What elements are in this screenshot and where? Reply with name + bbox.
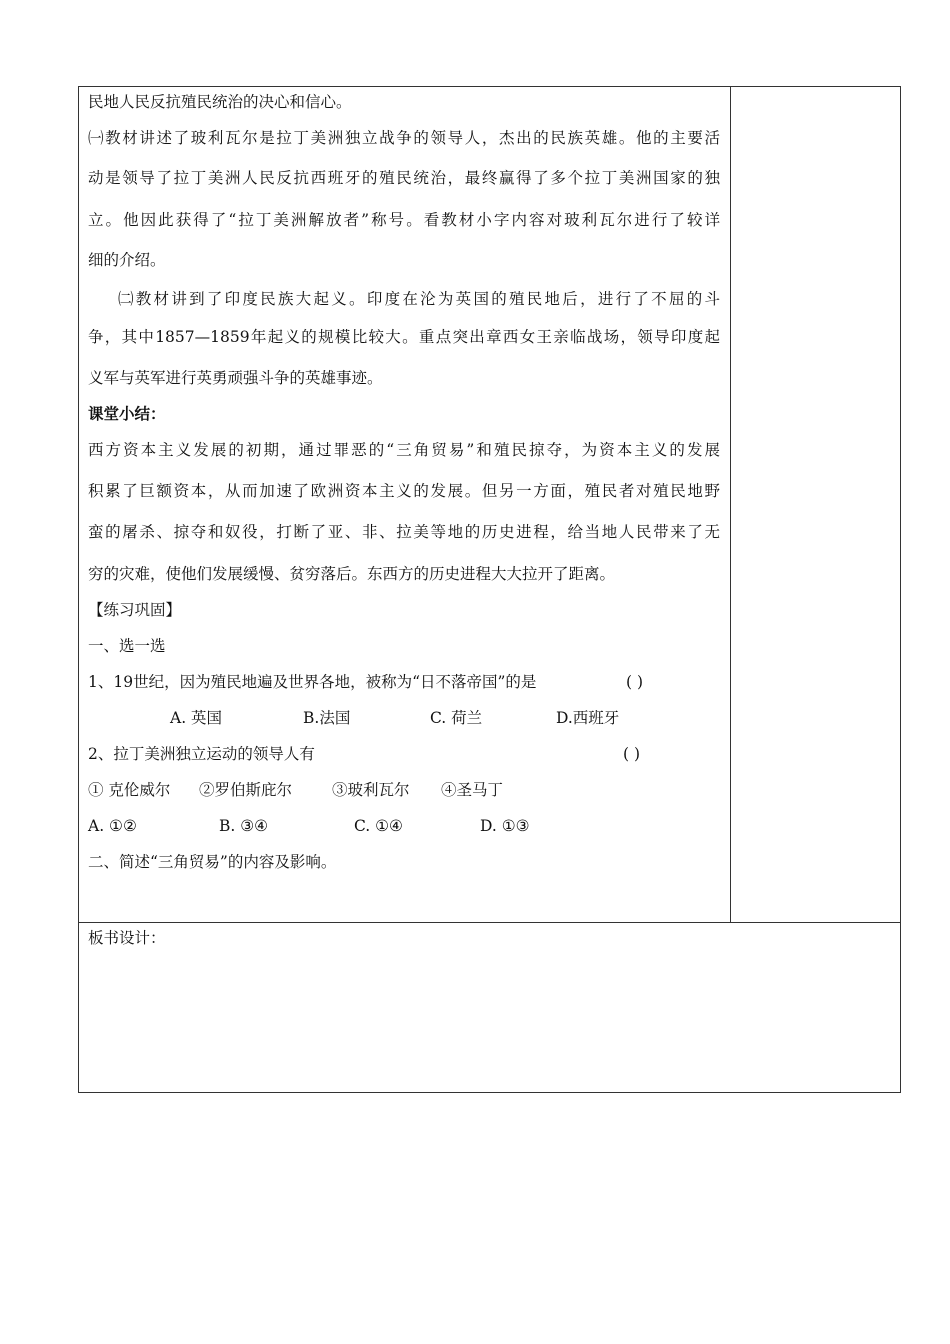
row-divider [78,922,901,923]
lesson-table [78,86,901,1093]
option-b: B. ③④ [219,817,269,835]
text-line: ㈡教材讲到了印度民族大起义。印度在沦为英国的殖民地后，进行了不屈的斗 [118,290,720,308]
option-d: D.西班牙 [556,709,620,727]
summary-heading: 课堂小结： [88,404,166,423]
text-line: 动是领导了拉丁美洲人民反抗西班牙的殖民统治，最终赢得了多个拉丁美洲国家的独 [88,169,720,187]
column-divider [730,86,731,922]
option-d: D. ①③ [480,817,530,835]
text-line: 民地人民反抗殖民统治的决心和信心。 [88,93,352,111]
answer-bracket: ( ) [623,745,641,763]
question-two: 2、拉丁美洲独立运动的领导人有 [88,745,315,763]
choice-item: ① 克伦威尔 [88,781,171,799]
choice-item: ②罗伯斯庇尔 [199,781,293,799]
text-line: 争，其中1857—1859年起义的规模比较大。重点突出章西女王亲临战场，领导印度起 [88,328,720,346]
answer-bracket: ( ) [626,673,644,691]
option-c: C. 荷兰 [430,709,483,727]
summary-line: 穷的灾难，使他们发展缓慢、贫穷落后。东西方的历史进程大大拉开了距离。 [88,565,616,583]
practice-heading: 【练习巩固】 [88,601,182,619]
section-one-title: 一、选一选 [88,637,166,655]
option-a: A. ①② [88,817,137,835]
summary-line: 积累了巨额资本，从而加速了欧洲资本主义的发展。但另一方面，殖民者对殖民地野 [88,482,720,500]
option-b: B.法国 [303,709,351,727]
text-line: 义军与英军进行英勇顽强斗争的英雄事迹。 [88,369,383,387]
choice-item: ③玻利瓦尔 [332,781,410,799]
option-a: A. 英国 [170,709,223,727]
section-two-question: 二、简述“三角贸易”的内容及影响。 [88,853,337,871]
text-line: 细的介绍。 [88,251,166,269]
option-c: C. ①④ [354,817,403,835]
summary-line: 西方资本主义发展的初期，通过罪恶的“三角贸易”和殖民掠夺，为资本主义的发展 [88,441,720,459]
board-design-label: 板书设计： [88,929,166,947]
choice-item: ④圣马丁 [441,781,504,799]
question-one: 1、19世纪，因为殖民地遍及世界各地，被称为“日不落帝国”的是 [88,673,537,691]
text-line: 立。他因此获得了“拉丁美洲解放者”称号。看教材小字内容对玻利瓦尔进行了较详 [88,211,720,229]
text-line: ㈠教材讲述了玻利瓦尔是拉丁美洲独立战争的领导人，杰出的民族英雄。他的主要活 [88,129,720,147]
summary-line: 蛮的屠杀、掠夺和奴役，打断了亚、非、拉美等地的历史进程，给当地人民带来了无 [88,523,720,541]
